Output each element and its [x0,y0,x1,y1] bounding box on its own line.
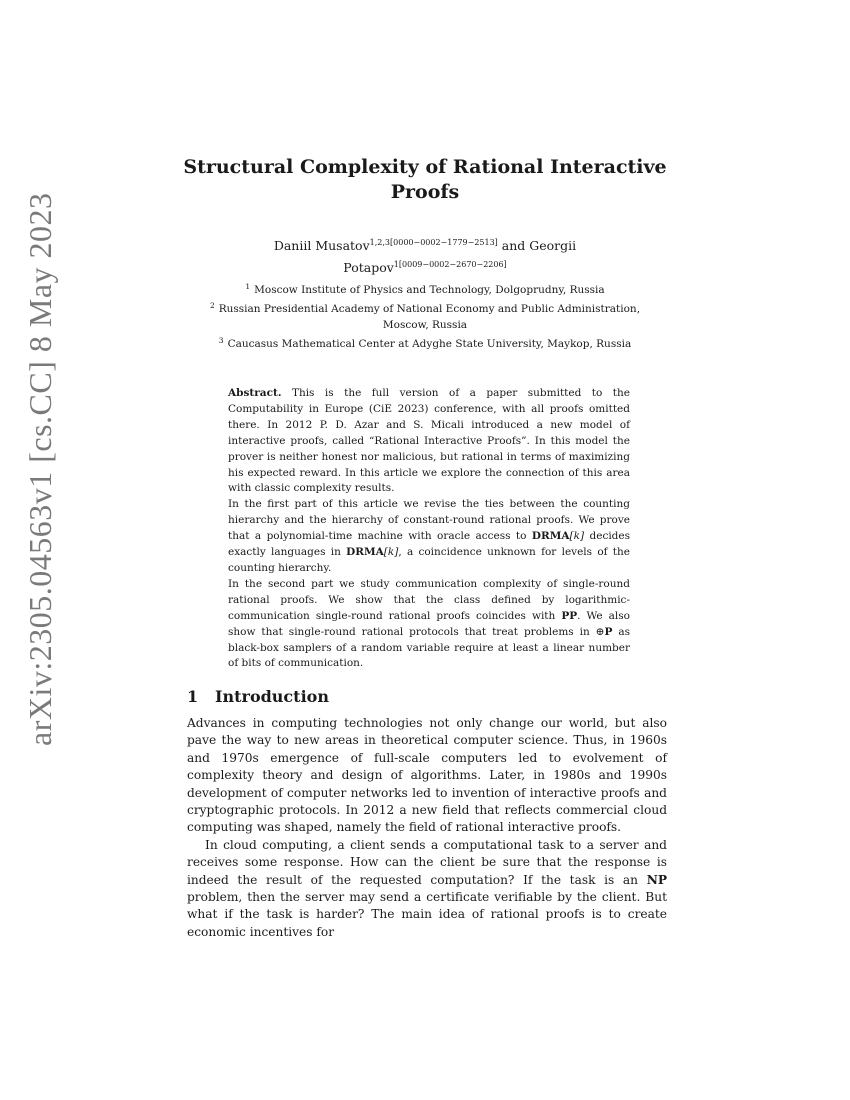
affiliation-1-number: 1 [245,282,251,291]
drma-k-2: [k] [383,546,399,559]
body-p2-text-b: problem, then the server may send a certificate verifiable by the client. But what if the task is harder? The main idea of rational proofs is to create economic incentives for [187,890,667,939]
pp-class: PP [561,609,578,622]
section-heading [187,687,329,706]
author-2-affiliation-orcid: 1[0009−0002−2670−2206] [393,260,507,269]
abstract-p3-text-b: . We also show that single-round rational protocols that treat problems in [228,609,630,638]
abstract-paragraph-1-text: This is the full version of a paper submitted to the Computability in Europe (CiE 2023) conference, with all proofs omitted there. In 2012 P. D. Azar and S. Micali introduced a new model of interactive proofs, called “Rational Interactive Proofs”. In this model the prover is neither honest nor malicious, but rational in terms of maximizing his expected reward. In this article we explore the connection of this area with classic complexity results. [228,387,630,495]
body-text [187,715,667,941]
affiliation-2-city: Moscow, Russia [382,319,468,331]
body-p2-text-a: In cloud computing, a client sends a computational task to a server and receives some response. How can the client be sure that the response is indeed the result of the requested computation? If the task is an [187,837,667,887]
abstract-paragraph-2 [228,497,630,577]
abstract-p2-text-c: , a coincidence unknown for levels of the counting hierarchy. [228,546,630,574]
drma-class-2: DRMA [346,546,384,559]
section-title-text: Introduction [215,687,329,706]
title-line-2: Proofs [390,181,460,203]
author-1-name: Daniil Musatov [273,238,370,253]
oplus-symbol: ⊕ [595,625,605,638]
abstract-paragraph-1 [228,386,630,497]
author-1-affiliation-orcid: 1,2,3[0000−0002−1779−2513] [369,238,498,247]
author-conjunction: and Georgii [497,238,577,253]
body-paragraph-1: Advances in computing technologies not only change our world, but also pave the way to new areas in theoretical computer science. Thus, in 1960s and 1970s emergence of full-scale computers led to evolvement of complexity theory and design of algorithms. Later, in 1980s and 1990s development of computer networks led to invention of interactive proofs and cryptographic protocols. In 2012 a new field that reflects commercial cloud computing was shaped, namely the field of rational interactive proofs. [187,716,667,835]
drma-class: DRMA [531,530,570,543]
p-class: P [604,625,613,638]
author-list [150,233,700,277]
abstract-p3-text-a: In the second part we study communication complexity of single-round rational proofs. We show that the class defined by logarithmic-communication single-round rational proofs coincides with [228,577,630,622]
abstract-p2-text-a: In the first part of this article we revise the ties between the counting hierarchy and the hierarchy of constant-round rational proofs. We prove that a polynomial-time machine with oracle access to [228,498,630,543]
abstract-p2-text-b: decides exactly languages in [228,530,631,559]
abstract-label: Abstract. [228,387,282,399]
affiliation-3-number: 3 [218,336,224,345]
affiliation-2 [150,298,700,317]
arxiv-stamp-text: arXiv:2305.04563v1 [cs.CC] 8 May 2023 [22,192,58,746]
affiliation-2-continued [150,317,700,333]
affiliation-2-number: 2 [209,301,215,310]
body-paragraph-2 [187,837,667,941]
affiliation-3-text: Caucasus Mathematical Center at Adyghe State University, Maykop, Russia [227,338,632,350]
title-line-1: Structural Complexity of Rational Interactive [183,156,667,178]
affiliation-3 [150,333,700,352]
affiliation-1 [150,279,700,298]
section-number: 1 [187,687,199,706]
affiliation-2-text: Russian Presidential Academy of National Economy and Public Administration, [218,303,641,315]
author-2-name: Potapov [343,260,394,275]
affiliation-1-text: Moscow Institute of Physics and Technology, Dolgoprudny, Russia [254,284,605,296]
paper-title [150,155,700,205]
abstract-paragraph-3 [228,577,630,672]
abstract [228,386,630,672]
abstract-p3-text-c: as black-box samplers of a random variable require at least a linear number of bits of communication. [228,625,630,670]
drma-k: [k] [569,530,585,543]
affiliation-list [150,279,700,352]
author-line-1 [150,233,700,255]
np-class: NP [646,872,667,887]
author-line-2 [150,255,700,277]
